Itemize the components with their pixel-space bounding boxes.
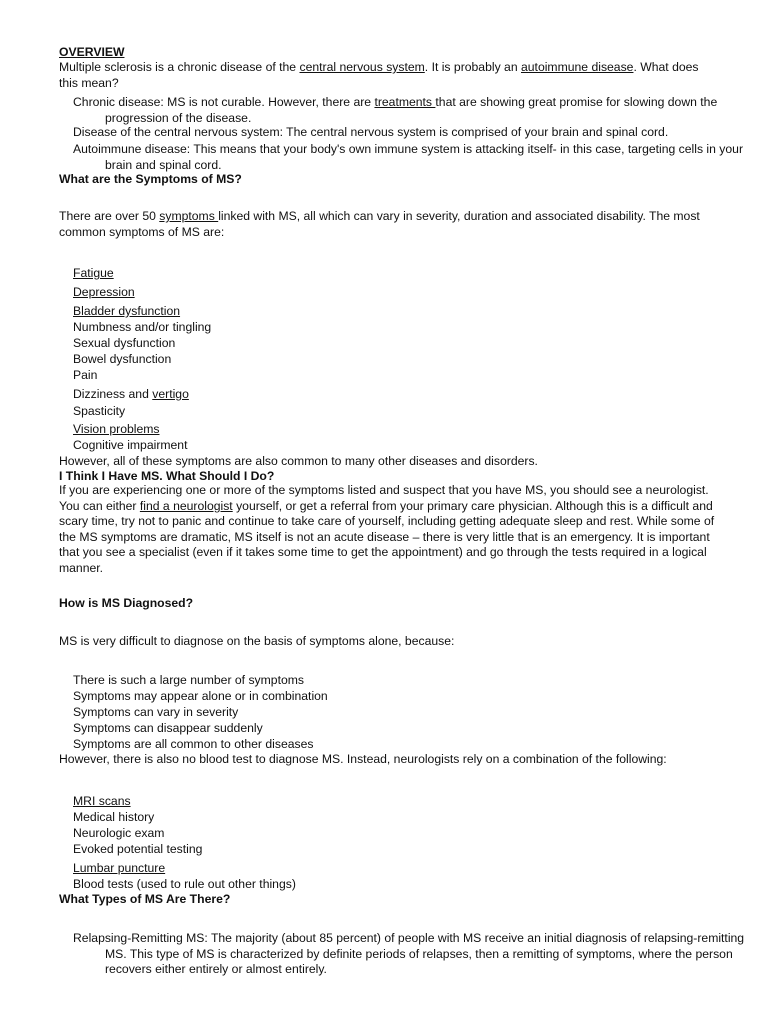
treatments-link[interactable]: treatments bbox=[374, 95, 436, 109]
test-item[interactable]: MRI scans bbox=[73, 794, 131, 808]
reason-item: Symptoms can vary in severity bbox=[73, 705, 239, 719]
think-paragraph: If you are experiencing one or more of the symptoms listed and suspect that you have MS, you should see a neurologist. You can either find a neurologist yourself, or get a referral from your primary care physician. Although this is a difficult and scary time, try not to panic and continue to take care of yourself, including getting adequate sleep and rest. While some of the MS symptoms are dramatic, MS itself is not an acute disease – there is very little that is an emergency. It is important that you see a specialist (even if it takes some time to get the appointment) and go through the tests required in a logical manner. bbox=[59, 483, 715, 575]
symptom-item[interactable]: Depression bbox=[73, 285, 135, 299]
reason-item: Symptoms are all common to other diseases bbox=[73, 737, 314, 751]
cns-disease-item: Disease of the central nervous system: The central nervous system is comprised of your brain and spinal cord. bbox=[73, 125, 669, 139]
chronic-disease-item: Chronic disease: MS is not curable. However, there are treatments that are showing great promise for slowing down the progression of the disease. bbox=[73, 95, 718, 125]
symptom-item: Cognitive impairment bbox=[73, 438, 188, 452]
test-item: Blood tests (used to rule out other things) bbox=[73, 877, 296, 891]
symptoms-link[interactable]: symptoms bbox=[159, 209, 219, 223]
symptom-item: Sexual dysfunction bbox=[73, 336, 176, 350]
diagnosed-intro: MS is very difficult to diagnose on the basis of symptoms alone, because: bbox=[59, 634, 455, 648]
relapsing-remitting-item: Relapsing-Remitting MS: The majority (about 85 percent) of people with MS receive an initial diagnosis of relapsing-remitting MS. This type of MS is characterized by definite periods of relapses, then a remitting of symptoms, where the person recovers either entirely or almost entirely. bbox=[73, 931, 745, 976]
find-a-neurologist-link[interactable]: find a neurologist bbox=[139, 498, 233, 513]
diagnosed-heading: How is MS Diagnosed? bbox=[59, 596, 194, 610]
overview-heading: OVERVIEW bbox=[59, 45, 125, 59]
symptom-item: Numbness and/or tingling bbox=[73, 320, 212, 334]
overview-paragraph: Multiple sclerosis is a chronic disease of the central nervous system. It is probably an autoimmune disease. What does this mean? bbox=[59, 60, 699, 90]
symptom-item: Spasticity bbox=[73, 404, 126, 418]
test-item: Neurologic exam bbox=[73, 826, 165, 840]
autoimmune-disease-link[interactable]: autoimmune disease bbox=[521, 60, 634, 74]
symptom-item[interactable]: Fatigue bbox=[73, 266, 114, 280]
types-heading: What Types of MS Are There? bbox=[59, 892, 231, 906]
reason-item: There is such a large number of symptoms bbox=[73, 673, 304, 687]
symptoms-intro: There are over 50 symptoms linked with MS, all which can vary in severity, duration and associated disability. The most common symptoms of MS are: bbox=[59, 209, 700, 239]
test-item: Medical history bbox=[73, 810, 155, 824]
vertigo-link[interactable]: vertigo bbox=[152, 387, 189, 401]
symptom-item: Pain bbox=[73, 368, 98, 382]
test-item: Evoked potential testing bbox=[73, 842, 203, 856]
symptom-item[interactable]: Vision problems bbox=[73, 422, 160, 436]
symptom-item: Dizziness and vertigo bbox=[73, 387, 189, 401]
test-item[interactable]: Lumbar puncture bbox=[73, 861, 166, 875]
autoimmune-disease-item: Autoimmune disease: This means that your body's own immune system is attacking itself- in this case, targeting cells in your brain and spinal cord. bbox=[73, 142, 744, 172]
think-heading: I Think I Have MS. What Should I Do? bbox=[59, 469, 275, 483]
reason-item: Symptoms may appear alone or in combination bbox=[73, 689, 328, 703]
central-nervous-system-link[interactable]: central nervous system bbox=[299, 60, 425, 74]
symptom-item: Bowel dysfunction bbox=[73, 352, 172, 366]
reason-item: Symptoms can disappear suddenly bbox=[73, 721, 263, 735]
symptoms-closing: However, all of these symptoms are also common to many other diseases and disorders. bbox=[59, 454, 538, 468]
symptom-item[interactable]: Bladder dysfunction bbox=[73, 304, 181, 318]
diagnosed-closing: However, there is also no blood test to diagnose MS. Instead, neurologists rely on a combination of the following: bbox=[59, 752, 667, 766]
symptoms-heading: What are the Symptoms of MS? bbox=[59, 172, 242, 186]
